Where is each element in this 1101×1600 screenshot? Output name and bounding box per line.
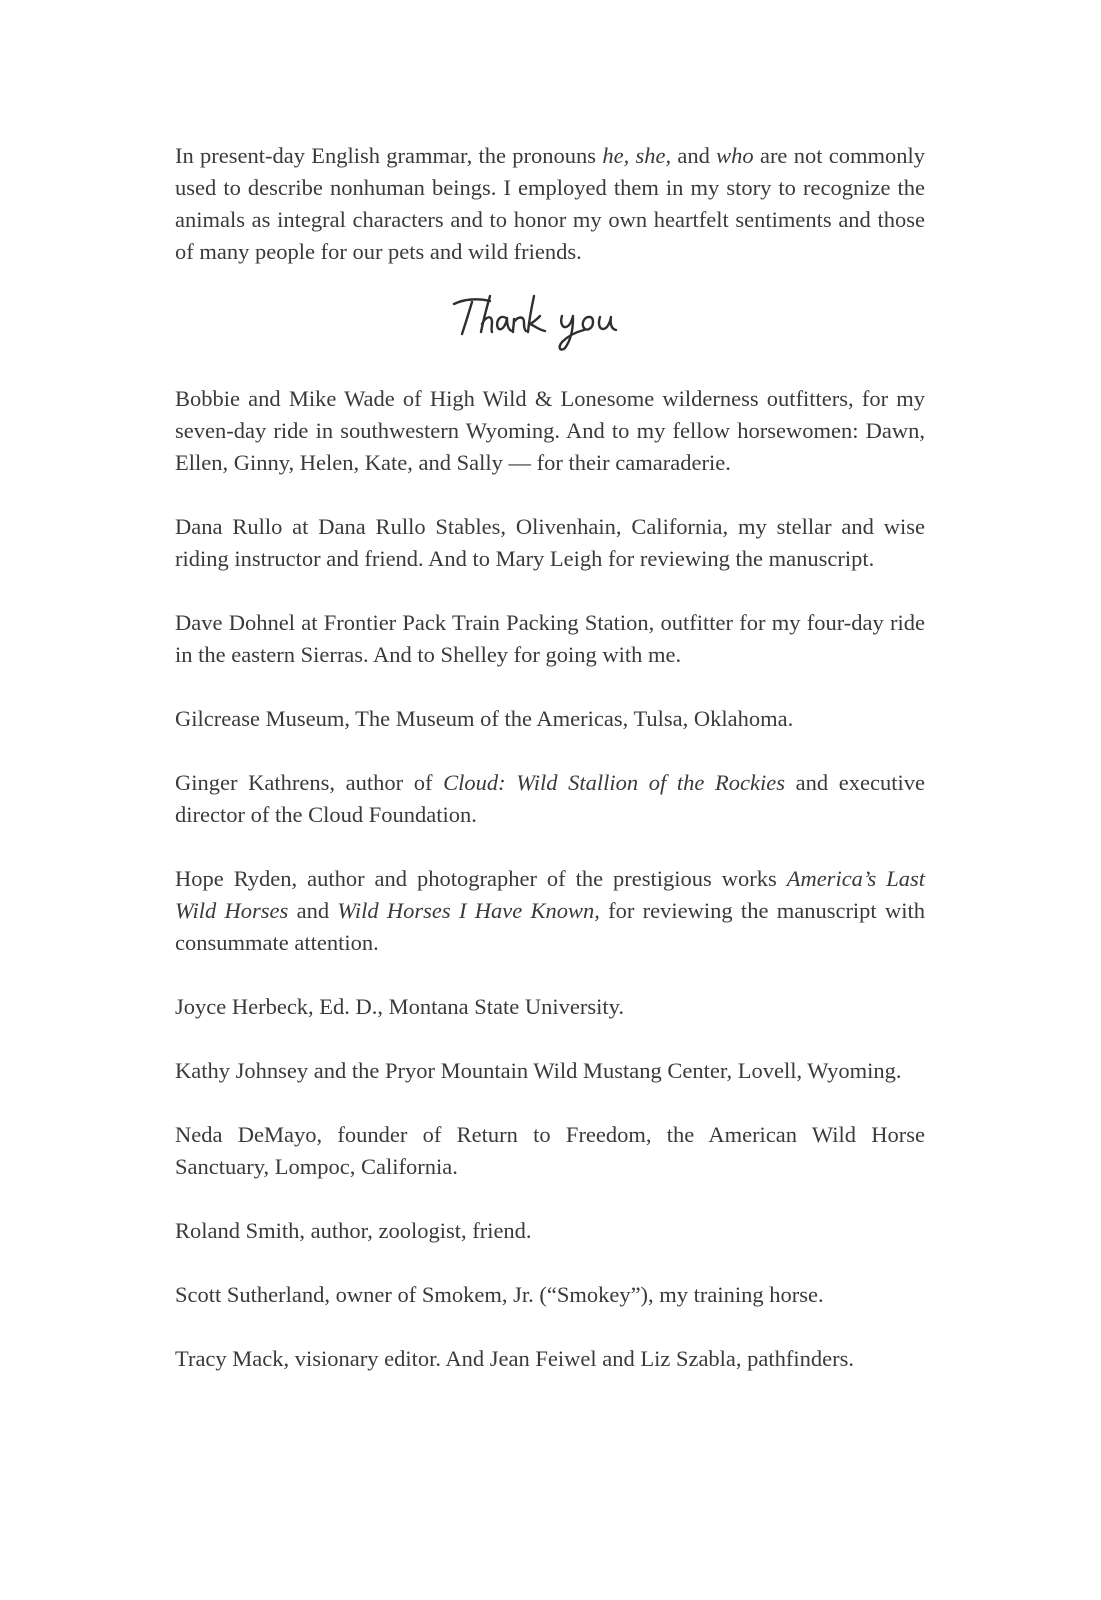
- book-page: [175, 140, 925, 1407]
- ryden-book-title-1: America’s Last Wild Horses: [175, 866, 926, 923]
- ryden-text-1: Hope Ryden, author and photographer of the prestigious works: [175, 866, 787, 891]
- thank-you-heading: [175, 268, 925, 383]
- intro-italic-pronouns: he, she,: [602, 143, 672, 168]
- kathrens-text-2: and executive director of the Cloud Foundation.: [175, 770, 925, 827]
- ryden-text-3: for reviewing the manuscript with consummate attention.: [175, 898, 925, 955]
- ack-paragraph-demayo: Neda DeMayo, founder of Return to Freedom, the American Wild Horse Sanctuary, Lompoc, California.: [175, 1122, 925, 1179]
- ack-paragraph-kathrens: [175, 767, 925, 831]
- intro-italic-who: who: [716, 143, 754, 168]
- ack-paragraph-sutherland: Scott Sutherland, owner of Smokem, Jr. (“Smokey”), my training horse.: [175, 1282, 824, 1307]
- ack-paragraph-johnsey: Kathy Johnsey and the Pryor Mountain Wild Mustang Center, Lovell, Wyoming.: [175, 1058, 902, 1083]
- intro-text-2: and: [671, 143, 717, 168]
- kathrens-text-1: Ginger Kathrens, author of: [175, 770, 444, 795]
- ryden-text-2: and: [288, 898, 338, 923]
- ack-paragraph-wade: Bobbie and Mike Wade of High Wild & Lonesome wilderness outfitters, for my seven-day ride in southwestern Wyoming. And to my fellow horsewomen: Dawn, Ellen, Ginny, Helen, Kate, and Sally — for their camaraderie.: [175, 386, 925, 475]
- ack-paragraph-gilcrease: Gilcrease Museum, The Museum of the Americas, Tulsa, Oklahoma.: [175, 706, 794, 731]
- ack-paragraph-rullo: Dana Rullo at Dana Rullo Stables, Olivenhain, California, my stellar and wise riding instructor and friend. And to Mary Leigh for reviewing the manuscript.: [175, 514, 925, 571]
- ack-paragraph-ryden: [175, 863, 925, 959]
- thank-you-script-lettering: [450, 290, 640, 352]
- kathrens-book-title: Cloud: Wild Stallion of the Rockies: [443, 770, 786, 795]
- intro-text-1: In present-day English grammar, the pronouns: [175, 143, 603, 168]
- ack-paragraph-mack: Tracy Mack, visionary editor. And Jean Feiwel and Liz Szabla, pathfinders.: [175, 1346, 855, 1371]
- ack-paragraph-dohnel: Dave Dohnel at Frontier Pack Train Packing Station, outfitter for my four-day ride in the eastern Sierras. And to Shelley for going with me.: [175, 610, 925, 667]
- ack-paragraph-herbeck: Joyce Herbeck, Ed. D., Montana State University.: [175, 994, 625, 1019]
- ack-paragraph-smith: Roland Smith, author, zoologist, friend.: [175, 1218, 532, 1243]
- intro-paragraph: [175, 140, 925, 268]
- ryden-book-title-2: Wild Horses I Have Known,: [337, 898, 600, 923]
- intro-text-3: are not commonly used to describe nonhuman beings. I employed them in my story to recognize the animals as integral characters and to honor my own heartfelt sentiments and those of many people for our pets and wild friends.: [175, 143, 925, 264]
